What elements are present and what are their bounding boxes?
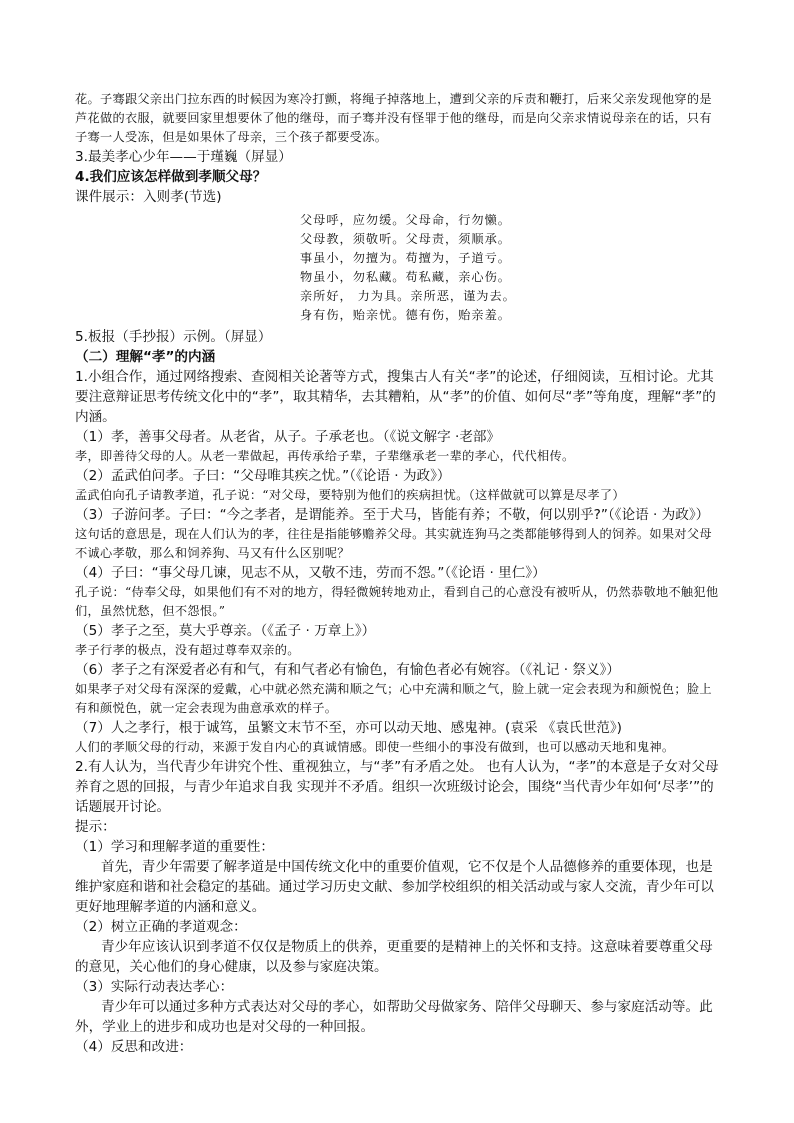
quote-text: （7）人之孝行，根于诚笃，虽繁文末节不至，亦可以动天地、感鬼神。(袁采 《袁氏世范》) bbox=[75, 720, 622, 736]
item-4-question: 4.我们应该怎样做到孝顺父母？ bbox=[75, 169, 267, 185]
quote-note: 孝，即善待父母的人。从老一辈做起，再传承给子辈，子辈继承老一辈的孝心，代代相传。 bbox=[75, 449, 575, 463]
quote-text: （2）孟武伯问孝。子曰：“父母唯其疾之忧。”（《论语 · 为政》） bbox=[75, 468, 451, 484]
quote-text: （1）孝，善事父母者。从老省，从子。子承老也。（《说文解字 ·老部》 bbox=[75, 429, 501, 445]
hint-title: （2）树立正确的孝道观念： bbox=[75, 919, 247, 935]
task-1-paragraph: 1.小组合作，通过网络搜索、查阅相关论著等方式，搜集古人有关“孝”的论述，仔细阅读，互相讨论。尤其要注意辩证思考传统文化中的“孝”，取其精华，去其糟粕，从“孝”的价值、如何尽“孝”等角度，理解“孝”的内涵。 bbox=[75, 369, 716, 425]
poem-line: 身有伤，贻亲忧。德有伤，贻亲羞。 bbox=[300, 308, 511, 322]
poem-line: 父母呼，应勿缓。父母命，行勿懒。 bbox=[300, 213, 511, 227]
quote-note: 这句话的意思是，现在人们认为的孝，往往是指能够赡养父母。其实就连狗马之类都能够得到人的饲养。如果对父母不诚心孝敬，那么和饲养狗、马又有什么区别呢？ bbox=[75, 527, 712, 560]
poem-line: 事虽小，勿擅为。苟擅为，子道亏。 bbox=[300, 251, 511, 265]
quote-note: 人们的孝顺父母的行动，来源于发自内心的真诚情感。即使一些细小的事没有做到，也可以感动天地和鬼神。 bbox=[75, 740, 675, 754]
hint-body: 青少年应该认识到孝道不仅仅是物质上的供养，更重要的是精神上的关怀和支持。这意味着要尊重父母的意见，关心他们的身心健康，以及参与家庭决策。 bbox=[75, 939, 713, 975]
quote-text: （4）子曰：“事父母几谏，见志不从，又敬不违，劳而不怨。”（《论语 · 里仁》） bbox=[75, 565, 546, 581]
hint-title: （3）实际行动表达孝心： bbox=[75, 979, 234, 995]
poem-line: 父母教，须敬听。父母责，须顺承。 bbox=[300, 232, 511, 246]
poem-line: 物虽小，勿私藏。苟私藏，亲心伤。 bbox=[300, 270, 511, 284]
quote-note: 孝子行孝的极点，没有超过尊奉双亲的。 bbox=[75, 643, 300, 657]
item-5: 5.板报（手抄报）示例。（屏显） bbox=[75, 329, 272, 345]
hint-label: 提示： bbox=[75, 819, 116, 835]
quote-note: 孟武伯向孔子请教孝道，孔子说：“对父母，要特别为他们的疾病担忧。（这样做就可以算是尽孝了） bbox=[75, 488, 625, 502]
hint-body: 首先，青少年需要了解孝道是中国传统文化中的重要价值观，它不仅是个人品德修养的重要体现，也是维护家庭和谐和社会稳定的基础。通过学习历史文献、参加学校组织的相关活动或与家人交流，青少年可以更好地理解孝道的内涵和意义。 bbox=[75, 859, 714, 915]
poem-block bbox=[300, 211, 723, 325]
hint-body: 青少年可以通过多种方式表达对父母的孝心，如帮助父母做家务、陪伴父母聊天、参与家庭活动等。此外，学业上的进步和成功也是对父母的一种回报。 bbox=[75, 999, 713, 1035]
document-page bbox=[75, 90, 723, 1057]
quote-note: 孔子说：“侍奉父母，如果他们有不对的地方，得轻微婉转地劝止，看到自己的心意没有被听从，仍然恭敬地不触犯他们，虽然忧愁，但不怨恨。” bbox=[75, 585, 719, 618]
poem-line: 亲所好， 力为具。亲所恶，谨为去。 bbox=[300, 289, 516, 303]
quote-text: （3）子游问孝。子曰：“今之孝者，是谓能养。至于犬马，皆能有养；不敬，何以别乎?”（《论语 · 为政》） bbox=[75, 507, 710, 523]
quote-note: 如果孝子对父母有深深的爱戴，心中就必然充满和顺之气；心中充满和顺之气，脸上就一定会表现为和颜悦色；脸上有和颜悦色，就一定会表现为曲意承欢的样子。 bbox=[75, 682, 712, 715]
intro-story-paragraph: 花。子骞跟父亲出门拉东西的时候因为寒冷打颤，将绳子掉落地上，遭到父亲的斥责和鞭打，后来父亲发现他穿的是芦花做的衣服，就要回家里想要休了他的继母，而子骞并没有怪罪于他的继母，而是向父亲求情说母亲在的话，只有子骞一人受冻，但是如果休了母亲，三个孩子都要受冻。 bbox=[75, 92, 712, 144]
section-2-title: （二）理解“孝”的内涵 bbox=[75, 349, 216, 365]
item-3: 3.最美孝心少年——于瑾巍（屏显） bbox=[75, 149, 292, 165]
quote-text: （6）孝子之有深爱者必有和气，有和气者必有愉色，有愉色者必有婉容。（《礼记 · 祭义》） bbox=[75, 662, 620, 678]
courseware-line: 课件展示：入则孝(节选) bbox=[75, 189, 222, 205]
hint-title: （1）学习和理解孝道的重要性： bbox=[75, 839, 274, 855]
hint-title: （4）反思和改进： bbox=[75, 1039, 193, 1055]
quote-text: （5）孝子之至，莫大乎尊亲。（《孟子 · 万章上》） bbox=[75, 623, 376, 639]
task-2-paragraph: 2.有人认为，当代青少年讲究个性、重视独立，与“孝”有矛盾之处。 也有人认为，“孝”的本意是子女对父母养育之恩的回报，与青少年追求自我 实现并不矛盾。组织一次班级讨论会，围绕“当代青少年如何‘尽孝’”的话题展开讨论。 bbox=[75, 759, 719, 815]
